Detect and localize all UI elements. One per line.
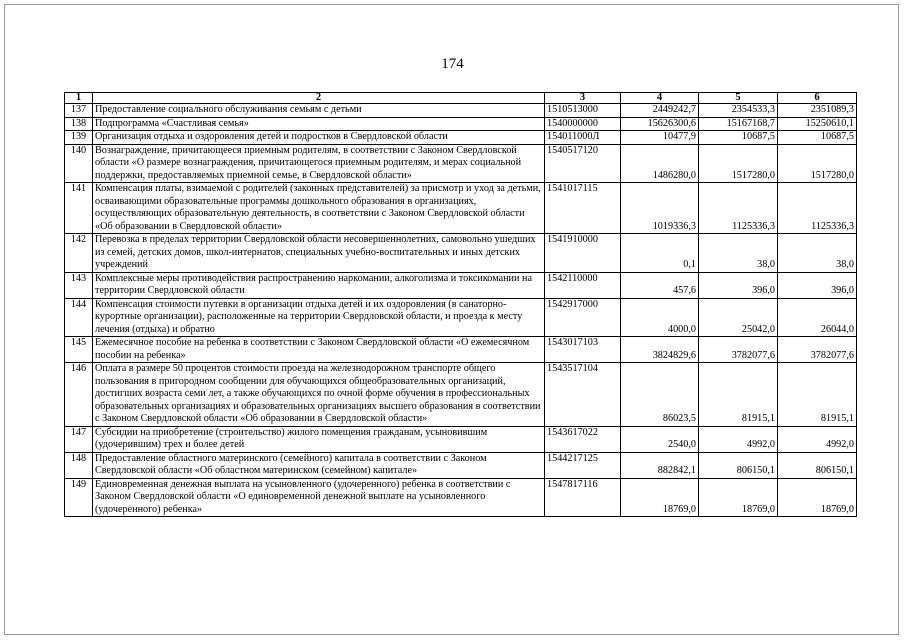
row-amount-5: 25042,0 — [699, 298, 778, 337]
row-name: Оплата в размере 50 процентов стоимости проезда на железнодорожном транспорте общего пользования в пригородном сообщении для обучающихся общеобразовательных организаций, достигших возраста семи лет, а также обучающихся по очной форме обучения в профессиональных образовательных организациях и образовательных организациях высшего образования в соответствии с Законом Свердловской области «Об образовании в Свердловской области» — [93, 363, 545, 427]
row-name: Компенсация платы, взимаемой с родителей (законных представителей) за присмотр и уход за детьми, осваивающими образовательные программы дошкольного образования в организациях, осуществляющих образовательную деятельность, в соответствии с Законом Свердловской области «Об образовании в Свердловской области» — [93, 183, 545, 234]
row-number: 144 — [65, 298, 93, 337]
row-amount-4: 0,1 — [621, 234, 699, 273]
table-row — [65, 183, 857, 234]
row-amount-5: 10687,5 — [699, 131, 778, 145]
column-header: 1 — [65, 93, 93, 104]
row-amount-4: 10477,9 — [621, 131, 699, 145]
row-code: 1542917000 — [545, 298, 621, 337]
table-row — [65, 131, 857, 145]
row-code: 1541017115 — [545, 183, 621, 234]
row-number: 148 — [65, 452, 93, 478]
row-code: 1540517120 — [545, 144, 621, 183]
row-number: 138 — [65, 117, 93, 131]
row-name: Вознаграждение, причитающееся приемным родителям, в соответствии с Законом Свердловской области «О размере вознаграждения, причитающегося приемным родителям, и мерах социальной поддержки, предоставляемых приемной семье, в Свердловской области» — [93, 144, 545, 183]
page-number: 174 — [441, 56, 464, 72]
row-amount-6: 1125336,3 — [778, 183, 857, 234]
row-amount-5: 2354533,3 — [699, 104, 778, 118]
row-amount-5: 3782077,6 — [699, 337, 778, 363]
row-amount-5: 38,0 — [699, 234, 778, 273]
row-code: 1543017103 — [545, 337, 621, 363]
row-amount-5: 4992,0 — [699, 426, 778, 452]
row-name: Перевозка в пределах территории Свердловской области несовершеннолетних, самовольно ушедших из семей, детских домов, школ-интернатов, специальных учебно-воспитательных и иных детских учреждений — [93, 234, 545, 273]
row-number: 147 — [65, 426, 93, 452]
row-amount-4: 15626300,6 — [621, 117, 699, 131]
row-amount-5: 81915,1 — [699, 363, 778, 427]
row-amount-6: 396,0 — [778, 272, 857, 298]
row-amount-6: 15250610,1 — [778, 117, 857, 131]
row-amount-4: 4000,0 — [621, 298, 699, 337]
row-amount-4: 1019336,3 — [621, 183, 699, 234]
row-amount-6: 10687,5 — [778, 131, 857, 145]
row-amount-6: 1517280,0 — [778, 144, 857, 183]
row-amount-6: 81915,1 — [778, 363, 857, 427]
row-amount-4: 882842,1 — [621, 452, 699, 478]
column-header: 4 — [621, 93, 699, 104]
row-name: Организация отдыха и оздоровления детей и подростков в Свердловской области — [93, 131, 545, 145]
row-amount-4: 457,6 — [621, 272, 699, 298]
row-amount-6: 18769,0 — [778, 478, 857, 517]
row-number: 139 — [65, 131, 93, 145]
row-number: 141 — [65, 183, 93, 234]
row-code: 1547817116 — [545, 478, 621, 517]
row-number: 140 — [65, 144, 93, 183]
row-code: 1542110000 — [545, 272, 621, 298]
row-name: Компенсация стоимости путевки в организации отдыха детей и их оздоровления (в санаторно-курортные организации), расположенные на территории Свердловской области, и проезда к месту лечения (отдыха) и обратно — [93, 298, 545, 337]
row-amount-5: 396,0 — [699, 272, 778, 298]
row-amount-5: 806150,1 — [699, 452, 778, 478]
row-amount-4: 1486280,0 — [621, 144, 699, 183]
row-code: 1540000000 — [545, 117, 621, 131]
row-amount-4: 18769,0 — [621, 478, 699, 517]
row-name: Ежемесячное пособие на ребенка в соответствии с Законом Свердловской области «О ежемесячном пособии на ребенка» — [93, 337, 545, 363]
budget-table — [64, 92, 857, 517]
row-name: Комплексные меры противодействия распространению наркомании, алкоголизма и токсикомании на территории Свердловской области — [93, 272, 545, 298]
row-amount-6: 26044,0 — [778, 298, 857, 337]
row-number: 146 — [65, 363, 93, 427]
row-code: 154011000Л — [545, 131, 621, 145]
table-row — [65, 144, 857, 183]
row-amount-4: 3824829,6 — [621, 337, 699, 363]
column-header: 5 — [699, 93, 778, 104]
row-number: 145 — [65, 337, 93, 363]
table-row — [65, 298, 857, 337]
table-row — [65, 452, 857, 478]
row-amount-4: 2540,0 — [621, 426, 699, 452]
header-row — [65, 93, 857, 104]
row-code: 1543517104 — [545, 363, 621, 427]
row-code: 1541910000 — [545, 234, 621, 273]
row-amount-6: 806150,1 — [778, 452, 857, 478]
row-code: 1544217125 — [545, 452, 621, 478]
table-row — [65, 272, 857, 298]
row-amount-6: 3782077,6 — [778, 337, 857, 363]
table-row — [65, 117, 857, 131]
column-header: 3 — [545, 93, 621, 104]
row-name: Единовременная денежная выплата на усыновленного (удочеренного) ребенка в соответствии с Законом Свердловской области «О единовременной денежной выплате на усыновленного (удочеренного) ребенка» — [93, 478, 545, 517]
column-header: 2 — [93, 93, 545, 104]
table-row — [65, 234, 857, 273]
row-amount-4: 86023,5 — [621, 363, 699, 427]
row-name: Предоставление областного материнского (семейного) капитала в соответствии с Законом Свердловской области «Об областном материнском (семейном) капитале» — [93, 452, 545, 478]
row-amount-6: 38,0 — [778, 234, 857, 273]
row-amount-5: 1125336,3 — [699, 183, 778, 234]
row-code: 1543617022 — [545, 426, 621, 452]
table-row — [65, 337, 857, 363]
row-code: 1510513000 — [545, 104, 621, 118]
column-header: 6 — [778, 93, 857, 104]
row-amount-4: 2449242,7 — [621, 104, 699, 118]
row-amount-5: 18769,0 — [699, 478, 778, 517]
table-row — [65, 363, 857, 427]
row-amount-6: 2351089,3 — [778, 104, 857, 118]
row-number: 142 — [65, 234, 93, 273]
row-amount-5: 1517280,0 — [699, 144, 778, 183]
row-name: Предоставление социального обслуживания семьям с детьми — [93, 104, 545, 118]
table-row — [65, 426, 857, 452]
row-name: Субсидии на приобретение (строительство) жилого помещения гражданам, усыновившим (удочерившим) трех и более детей — [93, 426, 545, 452]
row-number: 143 — [65, 272, 93, 298]
row-name: Подпрограмма «Счастливая семья» — [93, 117, 545, 131]
table-row — [65, 478, 857, 517]
row-number: 149 — [65, 478, 93, 517]
row-number: 137 — [65, 104, 93, 118]
row-amount-6: 4992,0 — [778, 426, 857, 452]
table-row — [65, 104, 857, 118]
row-amount-5: 15167168,7 — [699, 117, 778, 131]
